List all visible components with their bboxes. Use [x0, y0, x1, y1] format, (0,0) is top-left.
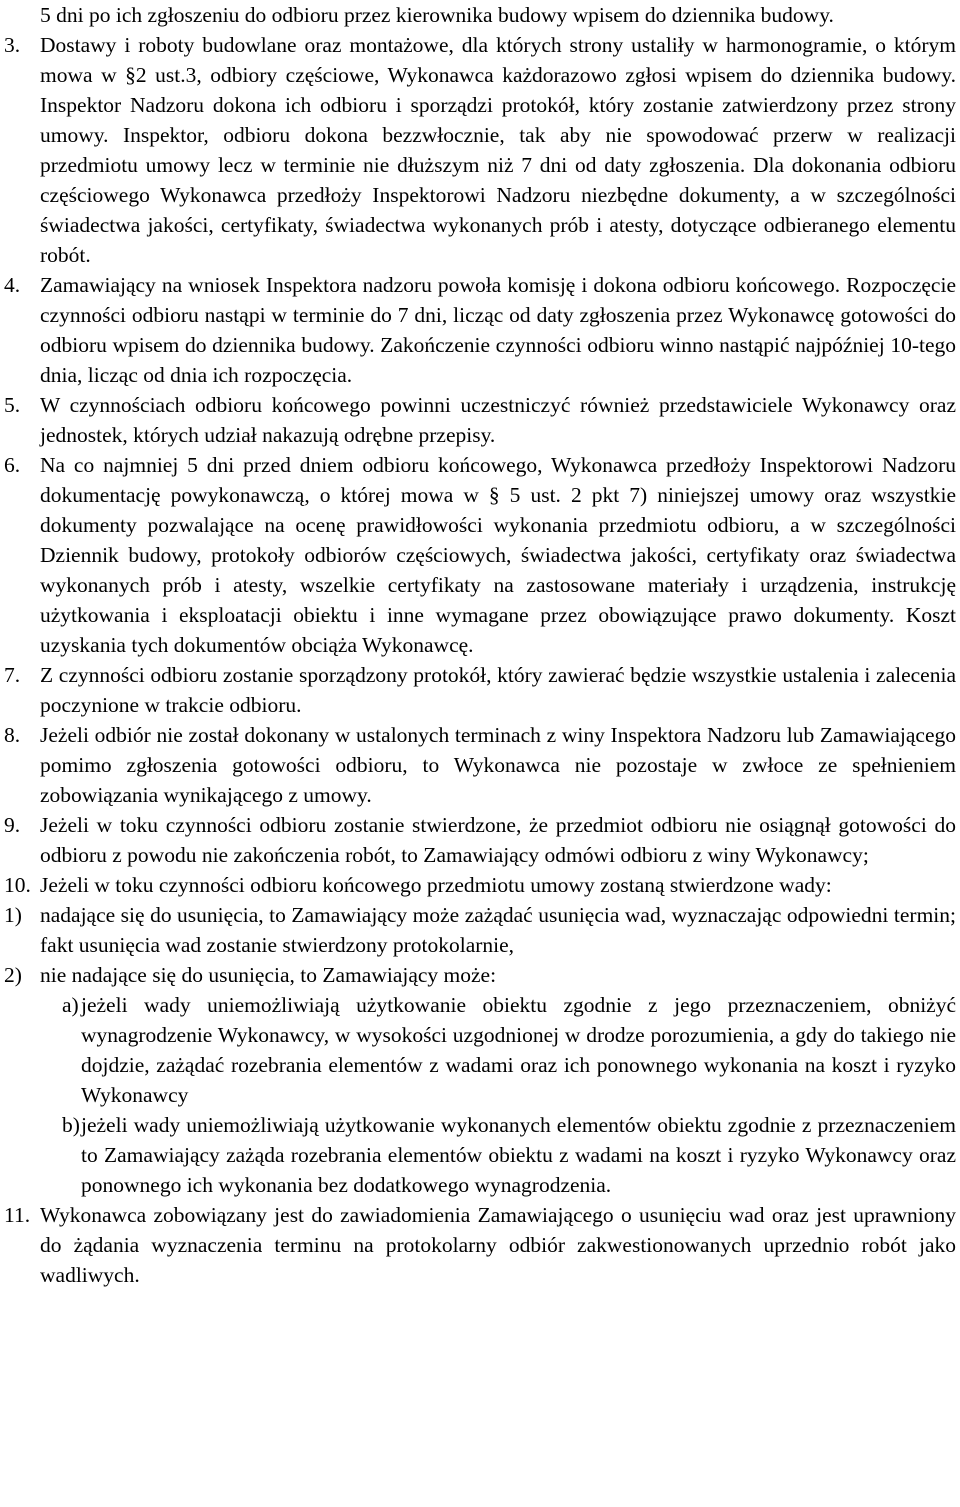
item-text: nadające się do usunięcia, to Zamawiający może zażądać usunięcia wad, wyznaczając odpowiedni termin; fakt usunięcia wad zostanie stwierdzony protokolarnie, [40, 903, 956, 957]
item-text: Na co najmniej 5 dni przed dniem odbioru końcowego, Wykonawca przedłoży Inspektorowi Nadzoru dokumentację powykonawczą, o której mowa w § 5 ust. 2 pkt 7) niniejszej umowy oraz wszystkie dokumenty pozwalające na ocenę prawidłowości wykonania przedmiotu odbioru, a w szczególności Dziennik budowy, protokoły odbiorów częściowych, świadectwa jakości, certyfikaty oraz świadectwa wykonanych prób i atesty, wszelkie certyfikaty na zastosowane materiały i urządzenia, instrukcję użytkowania i eksploatacji obiektu i inne wymagane przez obowiązujące prawo dokumenty. Koszt uzyskania tych dokumentów obciąża Wykonawcę. [40, 453, 956, 657]
list-item-9 [0, 810, 960, 870]
subitem-text: jeżeli wady uniemożliwiają użytkowanie wykonanych elementów obiektu zgodnie z przeznaczeniem to Zamawiający zażąda rozebrania elementów obiektu z wadami na koszt i ryzyko Wykonawcy oraz ponownego ich wykonania bez dodatkowego wynagrodzenia. [81, 1113, 956, 1197]
defect-item-1 [0, 900, 960, 960]
item-number: 6. [4, 453, 21, 477]
continuation-paragraph [0, 0, 960, 30]
list-item-7 [0, 660, 960, 720]
item-number: 9. [4, 813, 21, 837]
list-item-8 [0, 720, 960, 810]
list-item-10 [0, 870, 960, 900]
item-number: 11. [4, 1203, 31, 1227]
subitem-b [0, 1110, 960, 1200]
item-number: 7. [4, 663, 21, 687]
item-number: 2) [4, 963, 22, 987]
continuation-text: 5 dni po ich zgłoszeniu do odbioru przez kierownika budowy wpisem do dziennika budowy. [40, 3, 834, 27]
item-number: 10. [4, 873, 31, 897]
item-text: Jeżeli w toku czynności odbioru zostanie stwierdzone, że przedmiot odbioru nie osiągnął gotowości do odbioru z powodu nie zakończenia robót, to Zamawiający odmówi odbioru z winy Wykonawcy; [40, 813, 956, 867]
subitem-text: jeżeli wady uniemożliwiają użytkowanie obiektu zgodnie z jego przeznaczeniem, obniżyć wynagrodzenie Wykonawcy, w wysokości uzgodnionej w drodze porozumienia, a gdy do takiego nie dojdzie, zażądać rozebrania elementów z wadami oraz ich ponownego wykonania na koszt i ryzyko Wykonawcy [81, 993, 956, 1107]
list-item-6 [0, 450, 960, 660]
list-item-3 [0, 30, 960, 270]
list-item-4 [0, 270, 960, 390]
subitem-letter: b) [62, 1113, 80, 1137]
item-text: W czynnościach odbioru końcowego powinni uczestniczyć również przedstawiciele Wykonawcy oraz jednostek, których udział nakazują odrębne przepisy. [40, 393, 956, 447]
subitem-letter: a) [62, 993, 79, 1017]
item-text: Wykonawca zobowiązany jest do zawiadomienia Zamawiającego o usunięciu wad oraz jest uprawniony do żądania wyznaczenia terminu na protokolarny odbiór zakwestionowanych uprzednio robót jako wadliwych. [40, 1203, 956, 1287]
item-number: 3. [4, 33, 21, 57]
subitem-a [0, 990, 960, 1110]
item-number: 5. [4, 393, 21, 417]
item-number: 8. [4, 723, 21, 747]
item-text: Jeżeli odbiór nie został dokonany w ustalonych terminach z winy Inspektora Nadzoru lub Zamawiającego pomimo zgłoszenia gotowości odbioru, to Wykonawca nie pozostaje w zwłoce ze spełnieniem zobowiązania wynikającego z umowy. [40, 723, 956, 807]
item-text: nie nadające się do usunięcia, to Zamawiający może: [40, 963, 497, 987]
item-text: Z czynności odbioru zostanie sporządzony protokół, który zawierać będzie wszystkie ustalenia i zalecenia poczynione w trakcie odbioru. [40, 663, 956, 717]
item-number: 4. [4, 273, 21, 297]
list-item-11 [0, 1200, 960, 1290]
item-text: Jeżeli w toku czynności odbioru końcowego przedmiotu umowy zostaną stwierdzone wady: [40, 873, 832, 897]
list-item-5 [0, 390, 960, 450]
item-number: 1) [4, 903, 22, 927]
defect-item-2 [0, 960, 960, 990]
item-text: Dostawy i roboty budowlane oraz montażowe, dla których strony ustaliły w harmonogramie, o którym mowa w §2 ust.3, odbiory częściowe, Wykonawca każdorazowo zgłosi wpisem do dziennika budowy. Inspektor Nadzoru dokona ich odbioru i sporządzi protokół, który zostanie zatwierdzony przez strony umowy. Inspektor, odbioru dokona bezzwłocznie, tak aby nie spowodować przerw w realizacji przedmiotu umowy lecz w terminie nie dłuższym niż 7 dni od daty zgłoszenia. Dla dokonania odbioru częściowego Wykonawca przedłoży Inspektorowi Nadzoru niezbędne dokumenty, a w szczególności świadectwa jakości, certyfikaty, świadectwa wykonanych prób i atesty, dotyczące odbieranego elementu robót. [40, 33, 956, 267]
item-text: Zamawiający na wniosek Inspektora nadzoru powoła komisję i dokona odbioru końcowego. Rozpoczęcie czynności odbioru nastąpi w terminie do 7 dni, licząc od daty zgłoszenia przez Wykonawcę gotowości do odbioru wpisem do dziennika budowy. Zakończenie czynności odbioru winno nastąpić najpóźniej 10-tego dnia, licząc od dnia ich rozpoczęcia. [40, 273, 956, 387]
